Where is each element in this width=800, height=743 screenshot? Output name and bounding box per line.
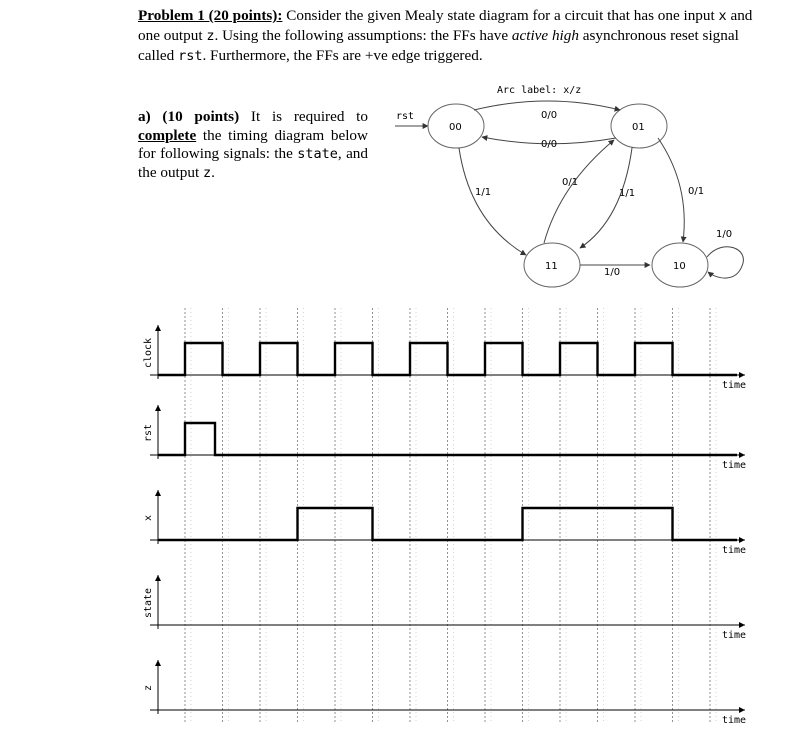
reset-label: rst [396,111,415,122]
part-a-label: a) [138,108,151,125]
arc-10-10-label: 1/0 [716,229,733,240]
time-label: time [722,630,747,641]
state-00-label: 00 [449,122,462,133]
part-a-text-1: It is required to [239,108,368,125]
arc-01-00-label: 0/0 [541,139,558,150]
part-a-text-2: the timing diagram below for following signals: the [138,126,368,162]
arc-11-01-label: 0/1 [562,177,579,188]
problem-output-name: z [206,28,215,44]
arc-00-11-label: 1/1 [475,187,492,198]
rst-waveform [158,423,737,455]
axis-arrow-right [739,622,745,628]
problem-text-2: and one output [138,7,753,44]
timing-labels [143,338,746,726]
arc-01-10-label: 0/1 [688,186,705,197]
problem-text-5: . Furthermore, the FFs are +ve edge triggered. [202,47,483,64]
arc-00-01-label: 0/0 [541,110,558,121]
problem-text-3: . Using the following assumptions: the FFs have [214,27,512,44]
problem-text-1: Consider the given Mealy state diagram for a circuit that has one input [282,7,719,24]
axis-arrow-right [739,372,745,378]
problem-reset-name: rst [178,48,203,64]
time-label: time [722,545,747,556]
signal-label-state: state [143,587,154,619]
signal-label-clock: clock [143,337,154,369]
problem-active-high: active high [511,27,579,44]
axis-arrow-right [739,452,745,458]
axis-arrow-right [739,537,745,543]
time-label: time [722,460,747,471]
axis-arrow-right [739,707,745,713]
problem-heading: Problem 1 (20 points): [138,7,283,24]
part-a-z-word: z [202,164,212,181]
state-10-label: 10 [673,261,686,272]
part-a-complete: complete [138,126,197,144]
arc-01-11-label: 1/1 [619,188,636,199]
time-label: time [722,715,747,726]
state-11-label: 11 [545,261,558,272]
part-a-state-word: state [297,146,338,162]
axis-arrow-up [155,490,161,496]
signal-label-z: z [143,684,154,692]
arc-11-10-label: 1/0 [604,267,621,278]
part-a-points: (10 points) [162,108,240,125]
part-a-text-4: . [211,163,215,181]
time-label: time [722,380,747,391]
timing-axes [150,325,745,714]
axis-arrow-up [155,325,161,331]
axis-arrow-up [155,575,161,581]
problem-input-name: x [718,8,727,24]
clock-waveform [158,343,737,375]
axis-arrow-up [155,405,161,411]
timing-grid [185,308,716,722]
signal-label-x: x [143,514,154,522]
state-01-label: 01 [632,122,645,133]
arc-label-legend: Arc label: x/z [497,85,582,96]
problem-text-4: asynchronous reset signal called [138,27,739,64]
axis-arrow-up [155,660,161,666]
signal-label-rst: rst [143,423,154,443]
part-a-text-3: , and the output [138,145,368,181]
